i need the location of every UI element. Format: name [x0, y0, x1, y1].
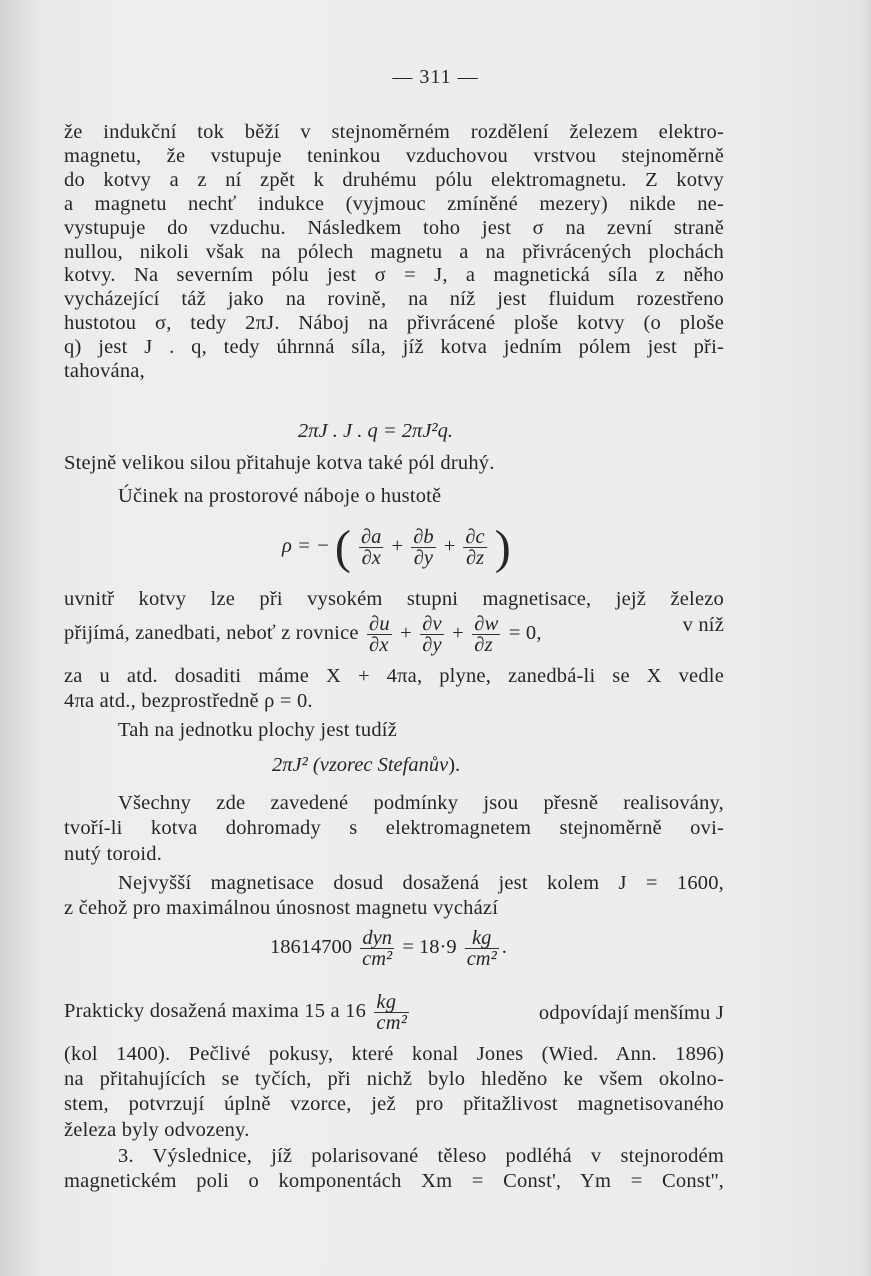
text-line: hustotou σ, tedy 2πJ. Náboj na přivrácené ploše kotvy (o ploše — [64, 312, 724, 335]
fraction: $\frac{\partial u}{\partial x}$ — [369, 613, 390, 656]
text-line: Tah na jednotku plochy jest tudíž — [118, 719, 398, 741]
left-paren: ( — [334, 521, 351, 574]
equation-max-load: 18614700 $\frac{\text{dyn}}{\text{cm²}}$ = 18·9 $\frac{kg}{\text{cm²}}$ . — [270, 927, 507, 970]
text-line: kotvy. Na severním pólu jest σ = J, a magnetická síla z něho — [64, 264, 724, 287]
page-number: — 311 — — [392, 66, 479, 88]
text-line-equation: Prakticky dosažená maxima 15 a 16 $\frac{kg}{\text{cm²}}$ odpovídají menšímu J — [64, 991, 724, 1034]
text-line-equation: přijímá, zanedbati, neboť z rovnice $\frac{\partial u}{\partial x}$ + $\frac{\partial v}{\partial y}$ + $\frac{\partial w}{\partial z}$ = 0, v níž — [64, 613, 724, 656]
fraction: $\frac{\partial b}{\partial y}$ — [413, 526, 434, 569]
text-line: nutý toroid. — [64, 843, 163, 865]
plus-sign: + — [443, 535, 456, 558]
text-line: (kol 1400). Pečlivé pokusy, které konal Jones (Wied. Ann. 1896) — [64, 1043, 724, 1065]
fraction: $\frac{\partial v}{\partial y}$ — [422, 613, 442, 656]
text-line: na přitahujících se tyčích, při nichž bylo hleděno ke všem okolno- — [64, 1068, 724, 1090]
fraction: $\frac{\partial w}{\partial z}$ — [474, 613, 499, 656]
text-line: 4πa atd., bezprostředně ρ = 0. — [64, 690, 313, 712]
eq-lhs: ρ = − — [282, 535, 330, 558]
equation-rho — [282, 520, 511, 575]
text-line: 3. Výslednice, jíž polarisované těleso podléhá v stejnorodém — [118, 1145, 724, 1167]
equation-stefan: 2πJ² (vzorec Stefanův). — [272, 754, 461, 776]
fraction: $\frac{kg}{\text{cm²}}$ — [466, 927, 497, 970]
fraction: $\frac{\partial c}{\partial z}$ — [465, 526, 485, 569]
text-line: z čehož pro maximálnou únosnost magnetu vychází — [64, 897, 499, 919]
text-line: vystupuje do vzduchu. Následkem toho jest σ na zevní straně — [64, 216, 724, 239]
text-line: nullou, nikoli však na pólech magnetu a na přivrácených plochách — [64, 240, 724, 263]
right-paren: ) — [494, 521, 511, 574]
text-line: Účinek na prostorové náboje o hustotě — [118, 485, 442, 507]
text-line: Nejvyšší magnetisace dosud dosažená jest kolem J = 1600, — [118, 872, 724, 894]
text-line: uvnitř kotvy lze při vysokém stupni magnetisace, jejž železo — [64, 588, 724, 610]
paragraph-1 — [64, 121, 724, 384]
text-line: do kotvy a z ní zpět k druhému pólu elektromagnetu. Z kotvy — [64, 168, 724, 191]
text-line: stem, potvrzují úplně vzorce, jež pro přitažlivost magnetisovaného — [64, 1093, 724, 1115]
plus-sign: + — [391, 535, 404, 558]
text-line: vycházející táž jako na rovině, na níž jest fluidum rozestřeno — [64, 288, 724, 311]
equation-attraction: 2πJ . J . q = 2πJ²q. — [298, 420, 453, 442]
text-line: Všechny zde zavedené podmínky jsou přesně realisovány, — [118, 792, 724, 814]
text-line: železa byly odvozeny. — [64, 1119, 250, 1141]
text-line: Stejně velikou silou přitahuje kotva také pól druhý. — [64, 452, 495, 474]
text-line: q) jest J . q, tedy úhrnná síla, jíž kotva jedním pólem jest při- — [64, 336, 724, 359]
text-line: tahována, — [64, 360, 145, 383]
fraction: $\frac{kg}{\text{cm²}}$ — [376, 991, 408, 1034]
fraction: $\frac{\partial a}{\partial x}$ — [361, 526, 382, 569]
text-line: magnetickém poli o komponentách Xm = Const', Ym = Const'', — [64, 1170, 724, 1192]
fraction: $\frac{\text{dyn}}{\text{cm²}}$ — [362, 927, 393, 970]
text-line: tvoří-li kotva dohromady s elektromagnetem stejnoměrně ovi- — [64, 817, 724, 839]
text-line: magnetu, že vstupuje teninkou vzduchovou vrstvou stejnoměrně — [64, 144, 724, 167]
text-line: za u atd. dosaditi máme X + 4πa, plyne, zanedbá-li se X vedle — [64, 665, 724, 687]
text-line: že indukční tok běží v stejnoměrném rozdělení železem elektro- — [64, 121, 724, 143]
text-line: a magnetu nechť indukce (vyjmouc zmíněné mezery) nikde ne- — [64, 192, 724, 215]
